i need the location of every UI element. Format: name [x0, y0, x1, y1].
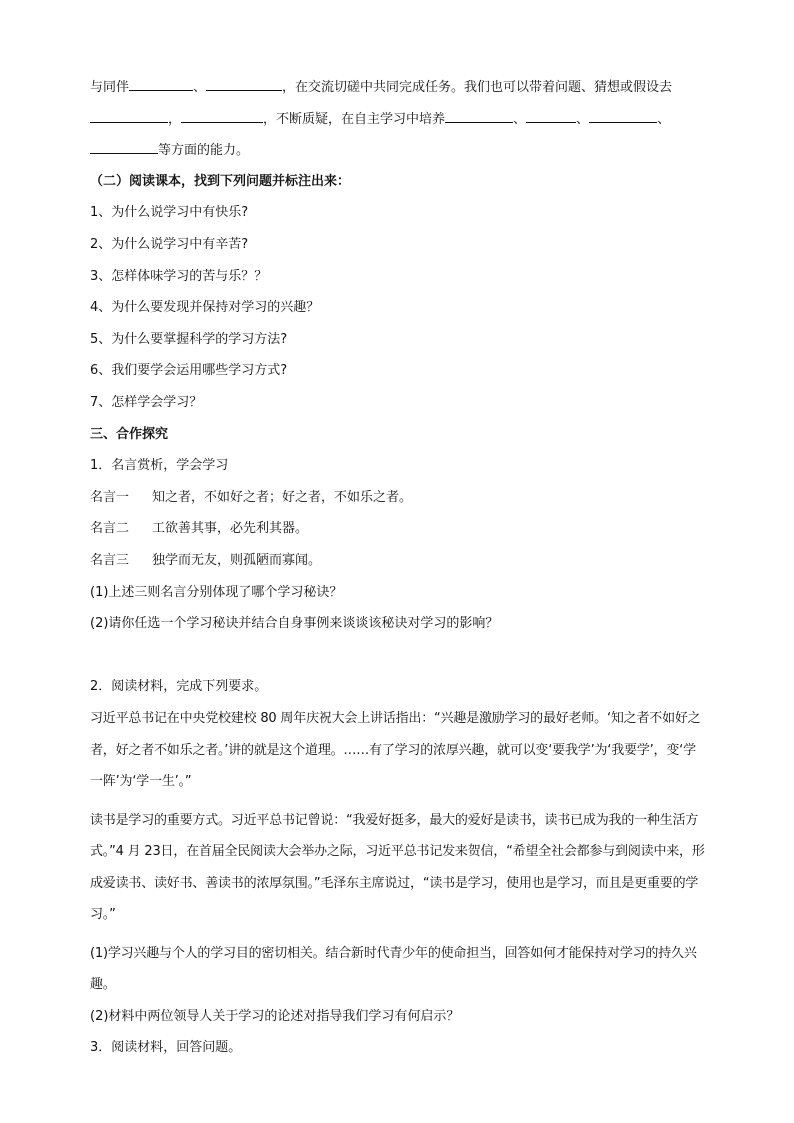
intro-line-1 [90, 78, 705, 96]
intro-text: ，在交流切磋中共同完成任务。我们也可以带着问题、猜想或假设去 [282, 80, 673, 95]
intro-separator: 、 [657, 111, 671, 127]
fill-blank[interactable] [129, 78, 193, 91]
document-page [90, 78, 705, 1071]
fill-blank[interactable] [206, 78, 282, 91]
item1-title: 1．名言赏析，学会学习 [90, 458, 229, 474]
quote-text: 知之者，不如好之者；好之者，不如乐之者。 [152, 489, 413, 505]
intro-line-2 [90, 110, 705, 128]
question-item: 3、怎样体味学习的苦与乐？？ [90, 268, 268, 284]
item1-question-1: (1)上述三则名言分别体现了哪个学习秘诀？ [90, 584, 343, 600]
quote-label: 名言一 [90, 489, 130, 505]
quote-text: 工欲善其事，必先利其器。 [152, 521, 309, 537]
fill-blank[interactable] [589, 110, 657, 123]
item1-question-2: (2)请你任选一个学习秘诀并结合自身事例来谈谈该秘诀对学习的影响？ [90, 616, 499, 632]
quote-text: 独学而无友，则孤陋而寡闻。 [152, 552, 322, 568]
question-item: 7、怎样学会学习？ [90, 394, 203, 410]
intro-line-3 [90, 141, 705, 159]
question-item: 5、为什么要掌握科学的学习方法? [90, 331, 288, 347]
fill-blank[interactable] [526, 110, 576, 123]
question-item: 4、为什么要发现并保持对学习的兴趣？ [90, 300, 320, 316]
item2-question-1: (1)学习兴趣与个人的学习目的密切相关。结合新时代青少年的使命担当，回答如何才能保持对学习的持久兴趣。 [90, 945, 697, 993]
item2-paragraph-1: 习近平总书记在中央党校建校 80 周年庆祝大会上讲话指出：“兴趣是激励学习的最好老师。‘知之者不如好之者，好之者不如乐之者。’讲的就是这个道理。……有了学习的浓厚兴趣，就可以变‘要我学’为‘我要学’，变‘学一阵’为‘学一生’。” [90, 711, 701, 790]
quote-1 [90, 489, 705, 507]
section3-title: 三、合作探究 [90, 426, 169, 442]
fill-blank[interactable] [445, 110, 513, 123]
item2-question-2: (2)材料中两位领导人关于学习的论述对指导我们学习有何启示？ [90, 1008, 460, 1024]
quote-2 [90, 520, 705, 538]
quote-3 [90, 552, 705, 570]
question-item: 1、为什么说学习中有快乐? [90, 205, 249, 221]
quote-label: 名言三 [90, 552, 130, 568]
quote-label: 名言二 [90, 521, 130, 537]
intro-separator: 、 [513, 111, 527, 127]
blank-space [90, 647, 705, 679]
section2-title: （二）阅读课本，找到下列问题并标注出来： [90, 173, 351, 189]
question-item: 6、我们要学会运用哪些学习方式? [90, 363, 288, 379]
intro-text: 等方面的能力。 [158, 143, 250, 159]
intro-separator: 、 [576, 111, 590, 127]
intro-separator: 、 [193, 80, 207, 95]
item2-title: 2．阅读材料，完成下列要求。 [90, 679, 268, 695]
item2-paragraph-2: 读书是学习的重要方式。习近平总书记曾说：“我爱好挺多，最大的爱好是读书，读书已成为我的一种生活方式。”4 月 23日，在首届全民阅读大会举办之际，习近平总书记发来贺信，“希望全社会都参与到阅读中来，形成爱读书、读好书、善读书的浓厚氛围。”毛泽东主席说过，“读书是学习，使用也是学习，而且是更重要的学习。” [90, 812, 705, 923]
fill-blank[interactable] [181, 110, 263, 123]
intro-separator: ， [168, 111, 182, 127]
question-item: 2、为什么说学习中有辛苦? [90, 236, 249, 252]
intro-text: 与同伴 [90, 80, 130, 95]
item3-title: 3．阅读材料，回答问题。 [90, 1040, 242, 1056]
fill-blank[interactable] [90, 110, 168, 123]
intro-text: ，不断质疑，在自主学习中培养 [263, 111, 446, 127]
fill-blank[interactable] [90, 141, 158, 154]
